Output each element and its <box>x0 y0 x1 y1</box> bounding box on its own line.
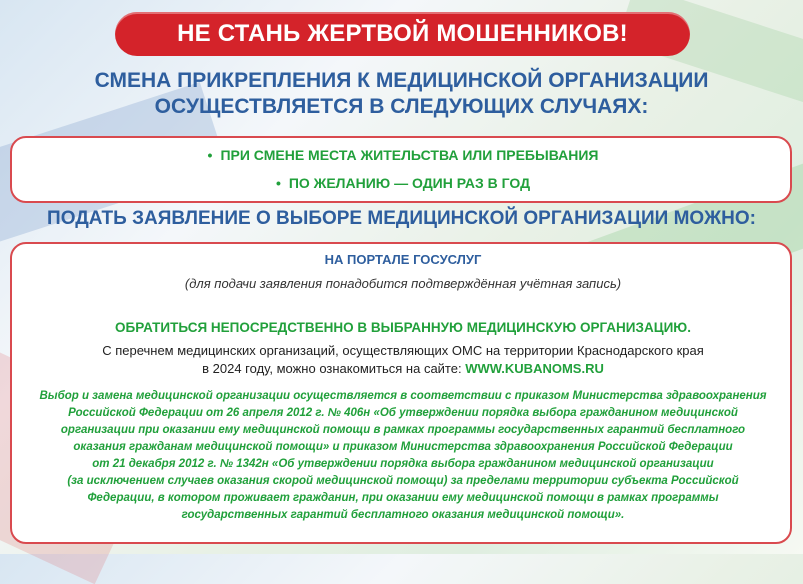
legal-line: (за исключением случаев оказания скорой медицинской помощи) за пределами территории субъекта Российской <box>67 475 739 487</box>
bullet-icon: • <box>207 147 213 163</box>
warning-banner-title: НЕ СТАНЬ ЖЕРТВОЙ МОШЕННИКОВ! <box>177 20 628 47</box>
change-heading-line-1: СМЕНА ПРИКРЕПЛЕНИЯ К МЕДИЦИНСКОЙ ОРГАНИЗАЦИИ <box>94 69 709 92</box>
direct-contact-title: ОБРАТИТЬСЯ НЕПОСРЕДСТВЕННО В ВЫБРАННУЮ МЕДИЦИНСКУЮ ОРГАНИЗАЦИЮ. <box>115 320 691 335</box>
legal-line: организации при оказании ему медицинской помощи в рамках программы государственных гарантий бесплатного <box>60 424 746 436</box>
legal-line: от 21 декабря 2012 г. № 1342н «Об утверждении порядка выбора гражданином медицинской организации <box>92 458 714 470</box>
legal-line: Федерации, в котором проживает гражданин, при оказании ему медицинской помощи в рамках программы <box>87 492 719 504</box>
legal-notice <box>30 388 776 524</box>
legal-line: Выбор и замена медицинской организации осуществляется в соответствии с приказом Министерства здравоохранения <box>39 390 767 402</box>
apply-heading: ПОДАТЬ ЗАЯВЛЕНИЕ О ВЫБОРЕ МЕДИЦИНСКОЙ ОРГАНИЗАЦИИ МОЖНО: <box>47 208 756 229</box>
organizations-list-line-1: С перечнем медицинских организаций, осуществляющих ОМС на территории Краснодарского края <box>102 343 704 358</box>
cases-box <box>10 136 792 203</box>
case-text: ПО ЖЕЛАНИЮ — ОДИН РАЗ В ГОД <box>288 175 531 191</box>
legal-line: государственных гарантий бесплатного оказания медицинской помощи». <box>181 509 625 521</box>
case-item <box>12 175 794 191</box>
case-item <box>12 147 794 163</box>
organizations-list-text <box>12 342 794 378</box>
apply-box <box>10 242 792 544</box>
warning-banner <box>115 12 690 56</box>
legal-line: Российской Федерации от 26 апреля 2012 г. № 406н «Об утверждении порядка выбора гражданином медицинской <box>68 407 738 419</box>
portal-note: (для подачи заявления понадобится подтверждённая учётная запись) <box>184 276 622 291</box>
bullet-icon: • <box>275 175 281 191</box>
change-heading-line-2: ОСУЩЕСТВЛЯЕТСЯ В СЛЕДУЮЩИХ СЛУЧАЯХ: <box>154 95 649 118</box>
portal-title: НА ПОРТАЛЕ ГОСУСЛУГ <box>324 252 482 267</box>
organizations-list-line-2: в 2024 году, можно ознакомиться на сайте: <box>202 361 466 376</box>
case-text: ПРИ СМЕНЕ МЕСТА ЖИТЕЛЬСТВА ИЛИ ПРЕБЫВАНИЯ <box>220 147 599 163</box>
legal-line: оказания гражданам медицинской помощи» и приказом Министерства здравоохранения Российской Федерации <box>73 441 733 453</box>
website-link[interactable]: WWW.KUBANOMS.RU <box>465 361 604 376</box>
